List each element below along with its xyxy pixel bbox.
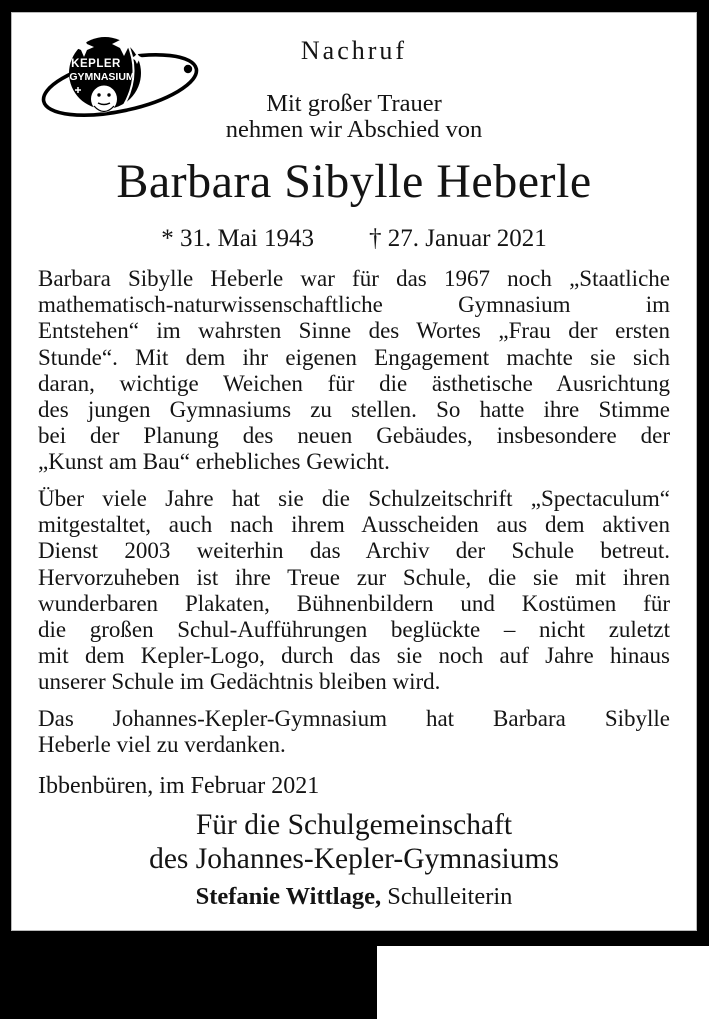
paragraph-line: „Kunst am Bau“ erhebliches Gewicht. — [38, 449, 390, 475]
closing-line-2: des Johannes-Kepler-Gymnasiums — [149, 842, 559, 875]
paragraph-line: bei der Planung des neuen Gebäudes, insbesondere der — [38, 423, 670, 449]
frame-border-right — [697, 0, 709, 946]
signature-role: Schulleiterin — [381, 883, 513, 910]
paragraph-line: Barbara Sibylle Heberle war für das 1967 noch „Staatliche — [38, 266, 670, 291]
paragraph-line: unserer Schule im Gedächtnis bleiben wird. — [38, 669, 441, 695]
frame-border-top — [0, 0, 709, 12]
paragraph-line: Entstehen“ im wahrsten Sinne des Wortes „Frau der ersten — [38, 318, 670, 344]
obituary-paragraph-3 — [38, 706, 670, 758]
obituary-paragraph-1 — [38, 266, 670, 476]
paragraph-line: mathematisch-naturwissenschaftliche Gymnasium im — [38, 292, 670, 318]
paragraph-line: mit dem Kepler-Logo, durch das sie noch auf Jahre hinaus — [38, 643, 670, 669]
bottom-black-region — [0, 946, 377, 1019]
paragraph-line: Das Johannes-Kepler-Gymnasium hat Barbara Sibylle — [38, 706, 670, 731]
paragraph-line: daran, wichtige Weichen für die ästhetische Ausrichtung — [38, 370, 670, 396]
notice-type-heading: Nachruf — [300, 36, 408, 65]
birth-date: * 31. Mai 1943 — [161, 225, 315, 252]
paragraph-line: Heberle viel zu verdanken. — [38, 732, 286, 758]
paragraph-line: Stunde“. Mit dem ihr eigenen Engagement machte sie sich — [38, 344, 670, 370]
intro-line-1: Mit großer Trauer — [266, 90, 442, 117]
place-dateline: Ibbenbüren, im Februar 2021 — [38, 773, 320, 799]
obituary-paragraph-2 — [38, 486, 670, 696]
closing-line-1: Für die Schulgemeinschaft — [195, 809, 513, 841]
intro-line-2: nehmen wir Abschied von — [225, 116, 483, 143]
paragraph-line: mitgestaltet, auch nach ihrem Ausscheiden aus dem aktiven — [38, 512, 670, 538]
frame-border-bottom — [0, 931, 709, 946]
orbit-planet-dot — [184, 65, 192, 73]
intro-text — [11, 91, 697, 143]
life-dates — [11, 225, 697, 253]
death-date: † 27. Januar 2021 — [369, 225, 547, 252]
logo-text-gymnasium: GYMNASIUM — [69, 71, 135, 83]
signature-name: Stefanie Wittlage, — [195, 883, 382, 910]
paragraph-line: wunderbaren Plakaten, Bühnenbildern und Kostümen für — [38, 590, 670, 616]
paragraph-line: Über viele Jahre hat sie die Schulzeitschrift „Spectaculum“ — [38, 486, 670, 511]
paragraph-line: Hervorzuheben ist ihre Treue zur Schule, die sie mit ihren — [38, 564, 670, 590]
deceased-name: Barbara Sibylle Heberle — [116, 155, 592, 208]
paragraph-line: des jungen Gymnasiums zu stellen. So hatte ihre Stimme — [38, 397, 670, 423]
paragraph-line: die großen Schul-Aufführungen beglückte – nicht zuletzt — [38, 617, 670, 643]
closing-statement — [11, 809, 697, 876]
obituary-card — [11, 12, 697, 931]
signature-line — [11, 883, 697, 911]
paragraph-line: Dienst 2003 weiterhin das Archiv der Schule betreut. — [38, 538, 670, 564]
frame-border-left — [0, 0, 11, 946]
logo-text-kepler: KEPLER — [71, 58, 121, 70]
